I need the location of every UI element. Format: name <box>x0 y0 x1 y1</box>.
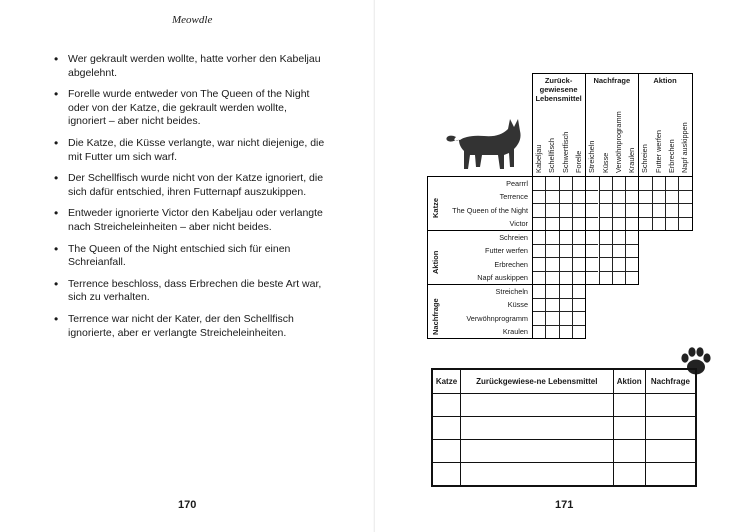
row-label: Victor <box>509 219 528 228</box>
grid-block <box>585 176 639 231</box>
grid-block <box>585 230 639 285</box>
column-group-title-line: Zurück- <box>544 76 573 85</box>
solution-cell[interactable] <box>460 463 613 487</box>
grid-block <box>532 176 586 231</box>
solution-cell[interactable] <box>613 394 645 417</box>
column-label: Küsse <box>600 152 610 173</box>
row-label: Napf auskippen <box>477 273 528 282</box>
grid-block <box>638 176 692 231</box>
solution-cell[interactable] <box>460 417 613 440</box>
solution-cell[interactable] <box>645 394 696 417</box>
solution-row <box>432 440 696 463</box>
column-label: Futter werfen <box>653 130 663 173</box>
solution-cell[interactable] <box>613 417 645 440</box>
solution-cell[interactable] <box>613 440 645 463</box>
column-label: Forelle <box>573 150 583 173</box>
row-group-title: Nachfrage <box>431 298 440 335</box>
column-label: Napf auskippen <box>680 122 690 173</box>
row-label: The Queen of the Night <box>452 205 528 215</box>
cat-silhouette-icon <box>442 107 532 177</box>
solution-row <box>432 394 696 417</box>
row-label: Pearrrl <box>506 178 528 188</box>
column-group-title <box>638 76 691 85</box>
row-label: Verwöhnprogramm <box>466 313 528 323</box>
column-label: Streicheln <box>587 140 597 173</box>
solution-column-header: Aktion <box>613 369 645 394</box>
solution-cell[interactable] <box>460 394 613 417</box>
column-label: Schwertfisch <box>560 131 570 173</box>
clue-item: • Terrence beschloss, dass Erbrechen die beste Art war, sich zu verhalten. <box>54 278 326 305</box>
grid-block <box>532 284 586 339</box>
page-number-right: 171 <box>555 499 574 511</box>
column-label: Verwöhnprogramm <box>613 111 623 173</box>
clue-item: • Forelle wurde entweder von The Queen of the Night oder von der Katze, die gekrault werden wollte, ignoriert – aber nicht beides. <box>54 88 326 129</box>
column-group-title-line: Nachfrage <box>593 76 631 85</box>
page-number-left: 170 <box>178 499 197 511</box>
row-label: Küsse <box>507 300 528 309</box>
row-label: Terrence <box>499 192 528 201</box>
clue-item: • The Queen of the Night entschied sich für einen Schreianfall. <box>54 243 326 270</box>
column-group-title <box>532 76 585 103</box>
row-label: Kraulen <box>502 327 528 336</box>
solution-column-header: Katze <box>432 369 460 394</box>
solution-cell[interactable] <box>432 463 460 487</box>
column-group-title-line: Lebensmittel <box>535 94 582 103</box>
solution-cell[interactable] <box>645 440 696 463</box>
solution-cell[interactable] <box>432 417 460 440</box>
clue-item: • Die Katze, die Küsse verlangte, war nicht diejenige, die mit Futter um sich warf. <box>54 137 326 164</box>
column-label: Schellfisch <box>547 138 557 173</box>
row-group-title: Katze <box>431 197 440 218</box>
solution-row <box>432 463 696 487</box>
running-header: Meowdle <box>172 14 213 26</box>
solution-cell[interactable] <box>432 394 460 417</box>
clue-item: • Der Schellfisch wurde nicht von der Katze ignoriert, die sich dafür entschied, ihren Futternapf auszukippen. <box>54 172 326 199</box>
clue-item: • Terrence war nicht der Kater, der den Schellfisch ignorierte, aber er verlangte Streicheleinheiten. <box>54 313 326 340</box>
clue-item: • Wer gekrault werden wollte, hatte vorher den Kabeljau abgelehnt. <box>54 53 326 80</box>
column-label: Kabeljau <box>534 144 543 173</box>
grid-block <box>532 230 586 285</box>
solution-cell[interactable] <box>645 417 696 440</box>
column-group-title <box>585 76 638 85</box>
solution-row <box>432 417 696 440</box>
solution-cell[interactable] <box>460 440 613 463</box>
column-group-title-line: Aktion <box>653 76 677 85</box>
row-group-title: Aktion <box>431 250 440 275</box>
solution-column-header: Zurückgewiese-ne Lebensmittel <box>460 369 613 394</box>
clue-list <box>54 53 326 348</box>
column-group-title-line: gewiesene <box>539 85 578 94</box>
solution-table <box>431 368 697 487</box>
row-label: Futter werfen <box>485 246 528 255</box>
row-label: Erbrechen <box>494 259 528 269</box>
solution-header-row <box>432 369 696 394</box>
row-label: Streicheln <box>495 286 528 296</box>
solution-cell[interactable] <box>613 463 645 487</box>
solution-column-header: Nachfrage <box>645 369 696 394</box>
solution-cell[interactable] <box>645 463 696 487</box>
solution-cell[interactable] <box>432 440 460 463</box>
row-label: Schreien <box>499 232 528 242</box>
column-label: Erbrechen <box>667 139 676 173</box>
column-label: Schreien <box>640 144 650 173</box>
column-label: Kraulen <box>627 147 637 173</box>
clue-item: • Entweder ignorierte Victor den Kabeljau oder verlangte nach Streicheleinheiten – aber nicht beides. <box>54 207 326 234</box>
right-page <box>375 0 750 532</box>
